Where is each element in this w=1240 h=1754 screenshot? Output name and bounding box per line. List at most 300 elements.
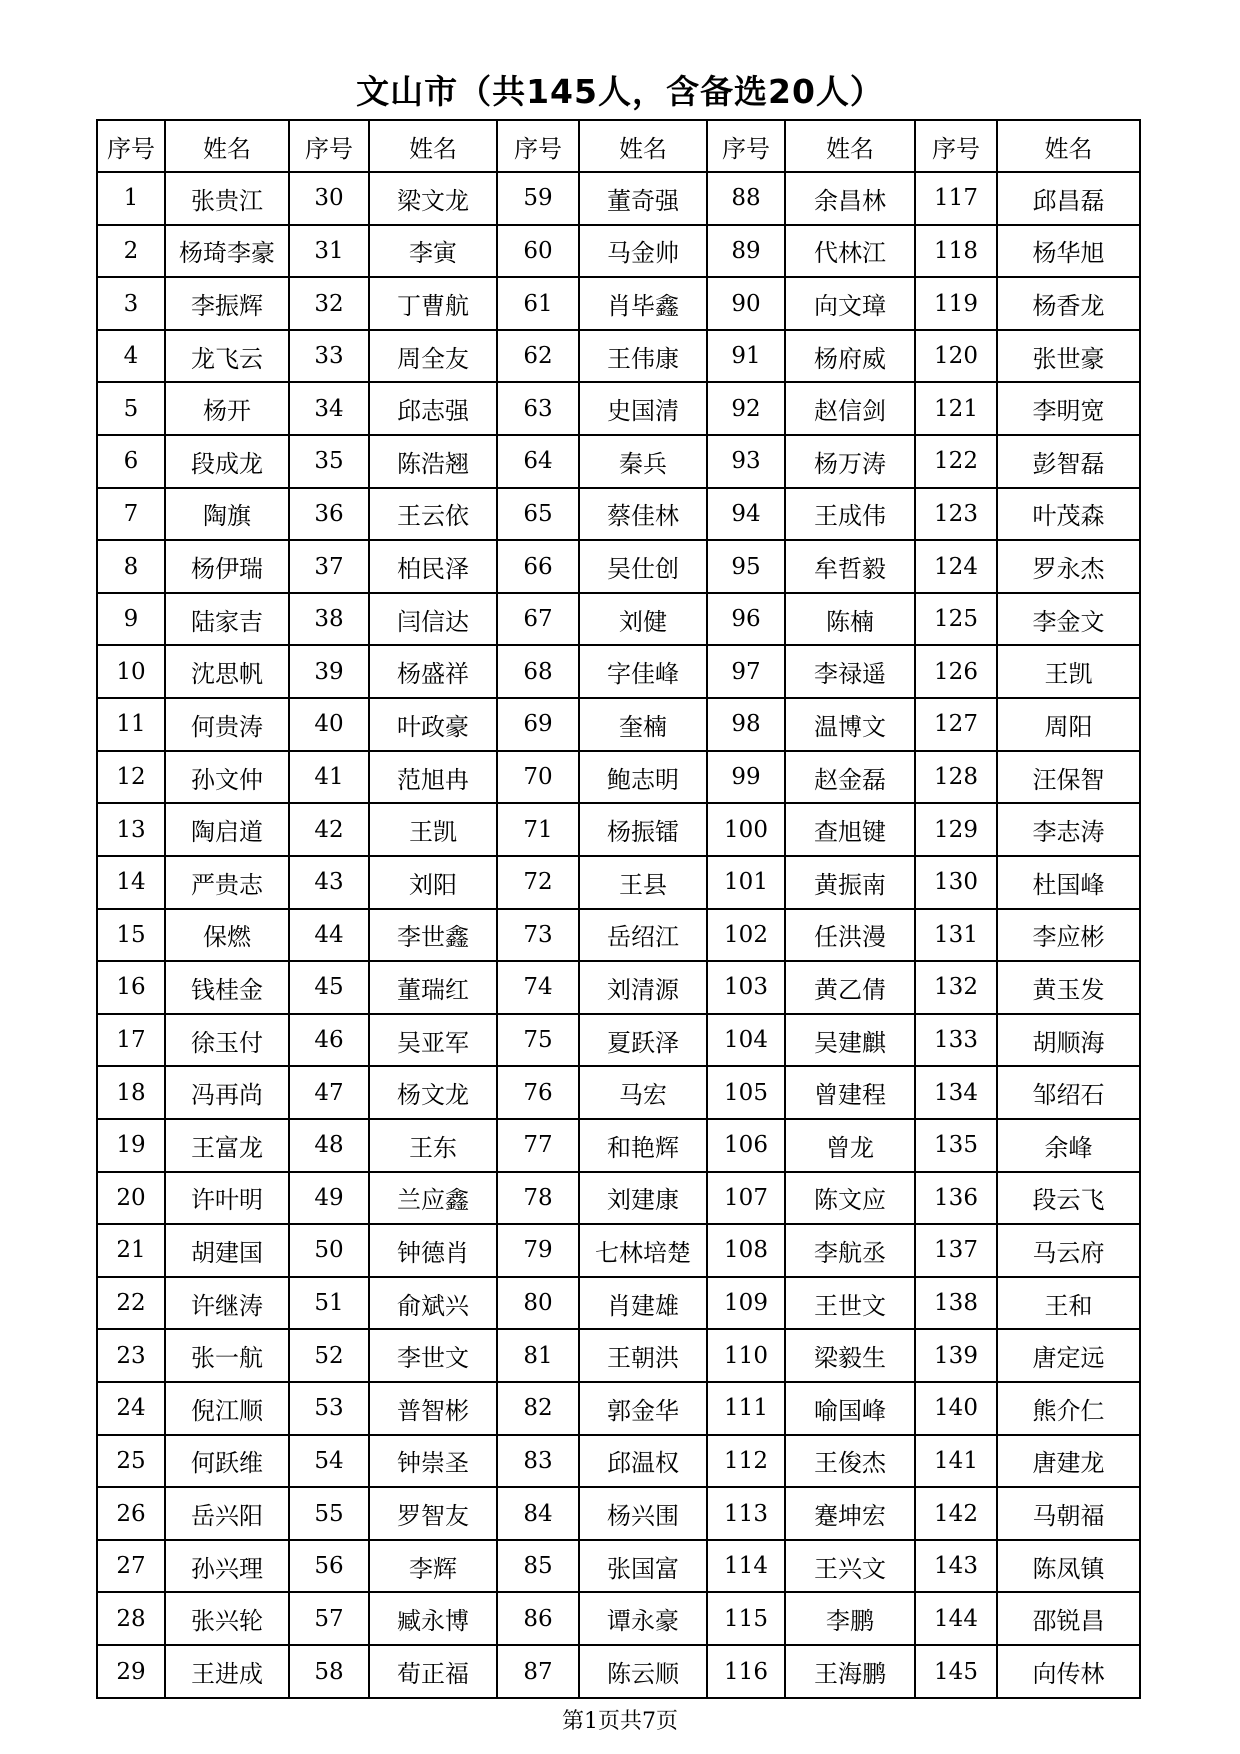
seq-cell: 22 xyxy=(97,1277,165,1330)
seq-cell: 107 xyxy=(707,1172,785,1225)
seq-cell: 97 xyxy=(707,645,785,698)
name-cell: 何贵涛 xyxy=(165,698,289,751)
seq-cell: 82 xyxy=(497,1382,579,1435)
seq-cell: 45 xyxy=(289,961,369,1014)
seq-cell: 104 xyxy=(707,1014,785,1067)
name-cell: 陶旗 xyxy=(165,488,289,541)
seq-cell: 26 xyxy=(97,1487,165,1540)
table-row xyxy=(97,172,1140,225)
seq-cell: 142 xyxy=(915,1487,997,1540)
name-cell: 范旭冉 xyxy=(369,751,497,804)
name-cell: 陈楠 xyxy=(785,593,915,646)
seq-cell: 34 xyxy=(289,382,369,435)
name-cell: 王世文 xyxy=(785,1277,915,1330)
name-cell: 陈云顺 xyxy=(579,1645,707,1698)
name-cell: 彭智磊 xyxy=(997,435,1140,488)
table-row xyxy=(97,961,1140,1014)
seq-cell: 106 xyxy=(707,1119,785,1172)
name-cell: 王东 xyxy=(369,1119,497,1172)
name-cell: 张一航 xyxy=(165,1329,289,1382)
seq-cell: 116 xyxy=(707,1645,785,1698)
name-cell: 吴仕创 xyxy=(579,540,707,593)
seq-cell: 113 xyxy=(707,1487,785,1540)
seq-cell: 77 xyxy=(497,1119,579,1172)
seq-cell: 63 xyxy=(497,382,579,435)
name-cell: 谭永豪 xyxy=(579,1592,707,1645)
seq-cell: 124 xyxy=(915,540,997,593)
seq-cell: 81 xyxy=(497,1329,579,1382)
name-cell: 邱志强 xyxy=(369,382,497,435)
seq-cell: 56 xyxy=(289,1540,369,1593)
name-cell: 代林江 xyxy=(785,225,915,278)
seq-cell: 4 xyxy=(97,330,165,383)
name-cell: 喻国峰 xyxy=(785,1382,915,1435)
name-cell: 温博文 xyxy=(785,698,915,751)
seq-cell: 39 xyxy=(289,645,369,698)
name-cell: 王成伟 xyxy=(785,488,915,541)
seq-cell: 121 xyxy=(915,382,997,435)
seq-cell: 134 xyxy=(915,1066,997,1119)
table-row xyxy=(97,382,1140,435)
name-cell: 叶政豪 xyxy=(369,698,497,751)
name-cell: 杨琦李豪 xyxy=(165,225,289,278)
seq-cell: 37 xyxy=(289,540,369,593)
seq-cell: 130 xyxy=(915,856,997,909)
name-cell: 牟哲毅 xyxy=(785,540,915,593)
seq-cell: 75 xyxy=(497,1014,579,1067)
seq-cell: 136 xyxy=(915,1172,997,1225)
seq-cell: 8 xyxy=(97,540,165,593)
seq-cell: 52 xyxy=(289,1329,369,1382)
seq-cell: 32 xyxy=(289,277,369,330)
seq-cell: 19 xyxy=(97,1119,165,1172)
seq-cell: 98 xyxy=(707,698,785,751)
name-cell: 荀正福 xyxy=(369,1645,497,1698)
seq-cell: 126 xyxy=(915,645,997,698)
name-cell: 胡建国 xyxy=(165,1224,289,1277)
seq-cell: 57 xyxy=(289,1592,369,1645)
table-row xyxy=(97,1540,1140,1593)
name-cell: 任洪漫 xyxy=(785,909,915,962)
name-cell: 岳绍江 xyxy=(579,909,707,962)
seq-cell: 120 xyxy=(915,330,997,383)
name-cell: 杨振镭 xyxy=(579,803,707,856)
seq-cell: 123 xyxy=(915,488,997,541)
seq-cell: 66 xyxy=(497,540,579,593)
header-cell-seq: 序号 xyxy=(707,120,785,172)
name-cell: 冯再尚 xyxy=(165,1066,289,1119)
name-cell: 蹇坤宏 xyxy=(785,1487,915,1540)
header-cell-name: 姓名 xyxy=(165,120,289,172)
name-cell: 李志涛 xyxy=(997,803,1140,856)
seq-cell: 114 xyxy=(707,1540,785,1593)
seq-cell: 24 xyxy=(97,1382,165,1435)
seq-cell: 60 xyxy=(497,225,579,278)
page-title: 文山市（共145人，含备选20人） xyxy=(356,72,884,111)
name-cell: 钱桂金 xyxy=(165,961,289,1014)
seq-cell: 72 xyxy=(497,856,579,909)
table-row xyxy=(97,330,1140,383)
name-cell: 闫信达 xyxy=(369,593,497,646)
seq-cell: 30 xyxy=(289,172,369,225)
seq-cell: 11 xyxy=(97,698,165,751)
seq-cell: 110 xyxy=(707,1329,785,1382)
name-cell: 王云依 xyxy=(369,488,497,541)
name-cell: 陶启道 xyxy=(165,803,289,856)
name-cell: 段云飞 xyxy=(997,1172,1140,1225)
name-cell: 七林培楚 xyxy=(579,1224,707,1277)
seq-cell: 79 xyxy=(497,1224,579,1277)
seq-cell: 23 xyxy=(97,1329,165,1382)
seq-cell: 14 xyxy=(97,856,165,909)
table-row xyxy=(97,698,1140,751)
header-row xyxy=(97,120,1140,172)
name-cell: 杜国峰 xyxy=(997,856,1140,909)
name-cell: 保燃 xyxy=(165,909,289,962)
name-cell: 何跃维 xyxy=(165,1435,289,1488)
name-cell: 王朝洪 xyxy=(579,1329,707,1382)
name-cell: 鲍志明 xyxy=(579,751,707,804)
table-row xyxy=(97,1329,1140,1382)
name-cell: 叶茂森 xyxy=(997,488,1140,541)
name-cell: 马金帅 xyxy=(579,225,707,278)
seq-cell: 50 xyxy=(289,1224,369,1277)
roster-body xyxy=(97,172,1140,1698)
seq-cell: 85 xyxy=(497,1540,579,1593)
name-cell: 陈浩翘 xyxy=(369,435,497,488)
seq-cell: 131 xyxy=(915,909,997,962)
table-row xyxy=(97,593,1140,646)
seq-cell: 49 xyxy=(289,1172,369,1225)
name-cell: 余昌林 xyxy=(785,172,915,225)
seq-cell: 91 xyxy=(707,330,785,383)
name-cell: 向传林 xyxy=(997,1645,1140,1698)
seq-cell: 16 xyxy=(97,961,165,1014)
seq-cell: 90 xyxy=(707,277,785,330)
seq-cell: 132 xyxy=(915,961,997,1014)
name-cell: 董奇强 xyxy=(579,172,707,225)
name-cell: 李鹏 xyxy=(785,1592,915,1645)
name-cell: 许继涛 xyxy=(165,1277,289,1330)
name-cell: 赵信剑 xyxy=(785,382,915,435)
seq-cell: 42 xyxy=(289,803,369,856)
name-cell: 刘健 xyxy=(579,593,707,646)
seq-cell: 137 xyxy=(915,1224,997,1277)
name-cell: 杨万涛 xyxy=(785,435,915,488)
seq-cell: 38 xyxy=(289,593,369,646)
table-row xyxy=(97,1592,1140,1645)
table-row xyxy=(97,540,1140,593)
seq-cell: 135 xyxy=(915,1119,997,1172)
name-cell: 邹绍石 xyxy=(997,1066,1140,1119)
name-cell: 汪保智 xyxy=(997,751,1140,804)
seq-cell: 2 xyxy=(97,225,165,278)
table-row xyxy=(97,1435,1140,1488)
seq-cell: 127 xyxy=(915,698,997,751)
name-cell: 陈凤镇 xyxy=(997,1540,1140,1593)
seq-cell: 48 xyxy=(289,1119,369,1172)
seq-cell: 35 xyxy=(289,435,369,488)
name-cell: 向文璋 xyxy=(785,277,915,330)
seq-cell: 10 xyxy=(97,645,165,698)
seq-cell: 101 xyxy=(707,856,785,909)
seq-cell: 55 xyxy=(289,1487,369,1540)
page-footer: 第1页共7页 xyxy=(562,1709,678,1734)
seq-cell: 144 xyxy=(915,1592,997,1645)
table-row xyxy=(97,1382,1140,1435)
name-cell: 曾建程 xyxy=(785,1066,915,1119)
name-cell: 周阳 xyxy=(997,698,1140,751)
name-cell: 徐玉付 xyxy=(165,1014,289,1067)
name-cell: 李世鑫 xyxy=(369,909,497,962)
name-cell: 杨华旭 xyxy=(997,225,1140,278)
seq-cell: 128 xyxy=(915,751,997,804)
name-cell: 梁文龙 xyxy=(369,172,497,225)
name-cell: 罗永杰 xyxy=(997,540,1140,593)
name-cell: 普智彬 xyxy=(369,1382,497,1435)
seq-cell: 40 xyxy=(289,698,369,751)
name-cell: 王凯 xyxy=(369,803,497,856)
seq-cell: 94 xyxy=(707,488,785,541)
name-cell: 黄乙倩 xyxy=(785,961,915,1014)
name-cell: 李金文 xyxy=(997,593,1140,646)
name-cell: 杨文龙 xyxy=(369,1066,497,1119)
name-cell: 夏跃泽 xyxy=(579,1014,707,1067)
name-cell: 张贵江 xyxy=(165,172,289,225)
seq-cell: 105 xyxy=(707,1066,785,1119)
name-cell: 沈思帆 xyxy=(165,645,289,698)
name-cell: 李振辉 xyxy=(165,277,289,330)
seq-cell: 3 xyxy=(97,277,165,330)
name-cell: 唐建龙 xyxy=(997,1435,1140,1488)
name-cell: 唐定远 xyxy=(997,1329,1140,1382)
seq-cell: 28 xyxy=(97,1592,165,1645)
name-cell: 俞斌兴 xyxy=(369,1277,497,1330)
seq-cell: 112 xyxy=(707,1435,785,1488)
roster-table xyxy=(96,119,1141,1699)
table-row xyxy=(97,1277,1140,1330)
name-cell: 赵金磊 xyxy=(785,751,915,804)
table-row xyxy=(97,1224,1140,1277)
name-cell: 奎楠 xyxy=(579,698,707,751)
header-cell-name: 姓名 xyxy=(579,120,707,172)
seq-cell: 25 xyxy=(97,1435,165,1488)
seq-cell: 87 xyxy=(497,1645,579,1698)
seq-cell: 41 xyxy=(289,751,369,804)
name-cell: 曾龙 xyxy=(785,1119,915,1172)
seq-cell: 47 xyxy=(289,1066,369,1119)
name-cell: 刘清源 xyxy=(579,961,707,1014)
name-cell: 李辉 xyxy=(369,1540,497,1593)
seq-cell: 83 xyxy=(497,1435,579,1488)
name-cell: 马云府 xyxy=(997,1224,1140,1277)
seq-cell: 17 xyxy=(97,1014,165,1067)
table-row xyxy=(97,1014,1140,1067)
name-cell: 张国富 xyxy=(579,1540,707,1593)
table-row xyxy=(97,1487,1140,1540)
seq-cell: 58 xyxy=(289,1645,369,1698)
seq-cell: 119 xyxy=(915,277,997,330)
seq-cell: 21 xyxy=(97,1224,165,1277)
seq-cell: 59 xyxy=(497,172,579,225)
name-cell: 王富龙 xyxy=(165,1119,289,1172)
name-cell: 严贵志 xyxy=(165,856,289,909)
seq-cell: 73 xyxy=(497,909,579,962)
name-cell: 熊介仁 xyxy=(997,1382,1140,1435)
seq-cell: 145 xyxy=(915,1645,997,1698)
name-cell: 李应彬 xyxy=(997,909,1140,962)
name-cell: 杨府威 xyxy=(785,330,915,383)
name-cell: 李禄遥 xyxy=(785,645,915,698)
table-row xyxy=(97,435,1140,488)
name-cell: 岳兴阳 xyxy=(165,1487,289,1540)
name-cell: 周全友 xyxy=(369,330,497,383)
seq-cell: 51 xyxy=(289,1277,369,1330)
name-cell: 梁毅生 xyxy=(785,1329,915,1382)
table-row xyxy=(97,645,1140,698)
seq-cell: 141 xyxy=(915,1435,997,1488)
seq-cell: 118 xyxy=(915,225,997,278)
name-cell: 黄振南 xyxy=(785,856,915,909)
name-cell: 龙飞云 xyxy=(165,330,289,383)
table-row xyxy=(97,803,1140,856)
name-cell: 陈文应 xyxy=(785,1172,915,1225)
seq-cell: 102 xyxy=(707,909,785,962)
seq-cell: 53 xyxy=(289,1382,369,1435)
name-cell: 刘阳 xyxy=(369,856,497,909)
name-cell: 查旭键 xyxy=(785,803,915,856)
name-cell: 刘建康 xyxy=(579,1172,707,1225)
seq-cell: 125 xyxy=(915,593,997,646)
seq-cell: 65 xyxy=(497,488,579,541)
seq-cell: 12 xyxy=(97,751,165,804)
table-row xyxy=(97,1645,1140,1698)
seq-cell: 46 xyxy=(289,1014,369,1067)
name-cell: 张世豪 xyxy=(997,330,1140,383)
name-cell: 吴建麒 xyxy=(785,1014,915,1067)
seq-cell: 18 xyxy=(97,1066,165,1119)
name-cell: 杨开 xyxy=(165,382,289,435)
seq-cell: 84 xyxy=(497,1487,579,1540)
name-cell: 和艳辉 xyxy=(579,1119,707,1172)
seq-cell: 1 xyxy=(97,172,165,225)
name-cell: 陆家吉 xyxy=(165,593,289,646)
seq-cell: 13 xyxy=(97,803,165,856)
name-cell: 王进成 xyxy=(165,1645,289,1698)
seq-cell: 7 xyxy=(97,488,165,541)
name-cell: 秦兵 xyxy=(579,435,707,488)
name-cell: 王俊杰 xyxy=(785,1435,915,1488)
seq-cell: 95 xyxy=(707,540,785,593)
seq-cell: 89 xyxy=(707,225,785,278)
seq-cell: 103 xyxy=(707,961,785,1014)
name-cell: 黄玉发 xyxy=(997,961,1140,1014)
seq-cell: 5 xyxy=(97,382,165,435)
header-cell-name: 姓名 xyxy=(785,120,915,172)
name-cell: 柏民泽 xyxy=(369,540,497,593)
seq-cell: 133 xyxy=(915,1014,997,1067)
name-cell: 杨香龙 xyxy=(997,277,1140,330)
name-cell: 王凯 xyxy=(997,645,1140,698)
name-cell: 张兴轮 xyxy=(165,1592,289,1645)
seq-cell: 115 xyxy=(707,1592,785,1645)
name-cell: 钟德肖 xyxy=(369,1224,497,1277)
seq-cell: 111 xyxy=(707,1382,785,1435)
name-cell: 史国清 xyxy=(579,382,707,435)
name-cell: 丁曹航 xyxy=(369,277,497,330)
seq-cell: 80 xyxy=(497,1277,579,1330)
name-cell: 李明宽 xyxy=(997,382,1140,435)
table-row xyxy=(97,856,1140,909)
name-cell: 李航丞 xyxy=(785,1224,915,1277)
table-row xyxy=(97,751,1140,804)
name-cell: 王海鹏 xyxy=(785,1645,915,1698)
name-cell: 董瑞红 xyxy=(369,961,497,1014)
seq-cell: 92 xyxy=(707,382,785,435)
name-cell: 杨兴围 xyxy=(579,1487,707,1540)
name-cell: 马朝福 xyxy=(997,1487,1140,1540)
name-cell: 肖毕鑫 xyxy=(579,277,707,330)
name-cell: 邵锐昌 xyxy=(997,1592,1140,1645)
name-cell: 臧永博 xyxy=(369,1592,497,1645)
seq-cell: 86 xyxy=(497,1592,579,1645)
name-cell: 李世文 xyxy=(369,1329,497,1382)
seq-cell: 88 xyxy=(707,172,785,225)
seq-cell: 70 xyxy=(497,751,579,804)
seq-cell: 9 xyxy=(97,593,165,646)
seq-cell: 109 xyxy=(707,1277,785,1330)
name-cell: 罗智友 xyxy=(369,1487,497,1540)
seq-cell: 64 xyxy=(497,435,579,488)
seq-cell: 93 xyxy=(707,435,785,488)
header-cell-seq: 序号 xyxy=(289,120,369,172)
seq-cell: 67 xyxy=(497,593,579,646)
seq-cell: 71 xyxy=(497,803,579,856)
seq-cell: 69 xyxy=(497,698,579,751)
seq-cell: 68 xyxy=(497,645,579,698)
seq-cell: 61 xyxy=(497,277,579,330)
seq-cell: 108 xyxy=(707,1224,785,1277)
name-cell: 邱昌磊 xyxy=(997,172,1140,225)
seq-cell: 31 xyxy=(289,225,369,278)
name-cell: 蔡佳林 xyxy=(579,488,707,541)
seq-cell: 36 xyxy=(289,488,369,541)
name-cell: 王伟康 xyxy=(579,330,707,383)
seq-cell: 117 xyxy=(915,172,997,225)
name-cell: 胡顺海 xyxy=(997,1014,1140,1067)
table-row xyxy=(97,1066,1140,1119)
seq-cell: 96 xyxy=(707,593,785,646)
seq-cell: 100 xyxy=(707,803,785,856)
name-cell: 吴亚军 xyxy=(369,1014,497,1067)
table-row xyxy=(97,488,1140,541)
seq-cell: 20 xyxy=(97,1172,165,1225)
name-cell: 邱温权 xyxy=(579,1435,707,1488)
seq-cell: 74 xyxy=(497,961,579,1014)
header-cell-seq: 序号 xyxy=(915,120,997,172)
name-cell: 李寅 xyxy=(369,225,497,278)
name-cell: 段成龙 xyxy=(165,435,289,488)
seq-cell: 27 xyxy=(97,1540,165,1593)
name-cell: 杨伊瑞 xyxy=(165,540,289,593)
name-cell: 杨盛祥 xyxy=(369,645,497,698)
name-cell: 王县 xyxy=(579,856,707,909)
name-cell: 王兴文 xyxy=(785,1540,915,1593)
seq-cell: 138 xyxy=(915,1277,997,1330)
seq-cell: 54 xyxy=(289,1435,369,1488)
name-cell: 余峰 xyxy=(997,1119,1140,1172)
seq-cell: 76 xyxy=(497,1066,579,1119)
